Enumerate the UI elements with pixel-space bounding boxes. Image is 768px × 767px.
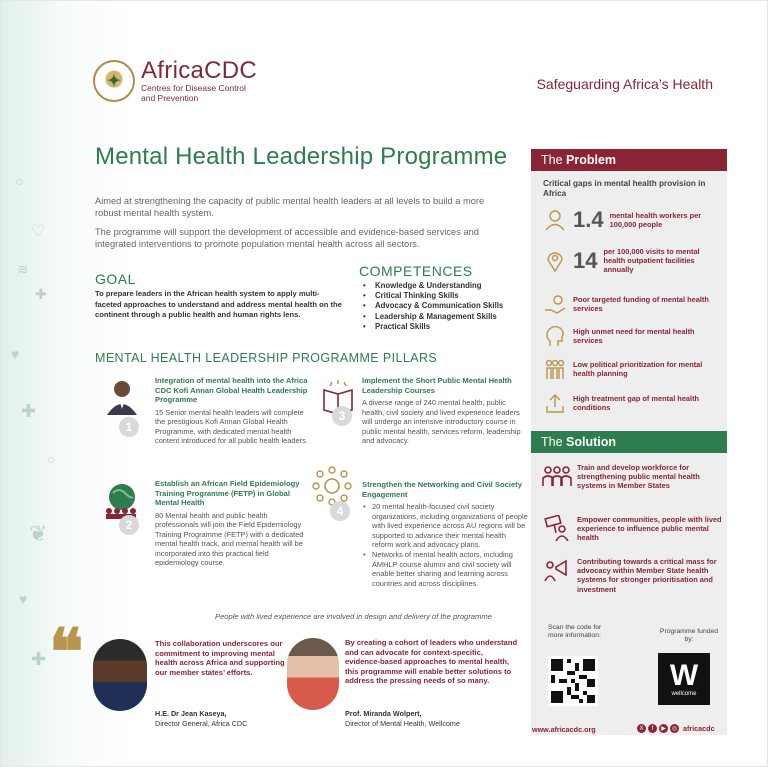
competence-item: • Practical Skills bbox=[359, 322, 529, 332]
megaphone-icon bbox=[541, 557, 573, 583]
problem-text: High unmet need for mental health services bbox=[573, 327, 695, 345]
problem-item bbox=[543, 357, 723, 381]
portrait-icon bbox=[101, 375, 143, 417]
intro-text bbox=[95, 195, 505, 250]
wellcome-letter: W bbox=[669, 659, 699, 692]
wellcome-name: wellcome bbox=[671, 691, 697, 697]
website-link[interactable]: www.africacdc.org bbox=[532, 725, 596, 734]
competences-section bbox=[359, 263, 529, 332]
upload-icon bbox=[543, 391, 567, 415]
social-handle: africacdc bbox=[683, 724, 715, 733]
tagline: Safeguarding Africa’s Health bbox=[536, 76, 713, 92]
problem-item bbox=[543, 391, 723, 415]
health-worker-icon bbox=[543, 208, 567, 232]
circle-doodle-icon: ○ bbox=[47, 451, 56, 467]
scan-text: Scan the code for more information: bbox=[548, 624, 602, 639]
heart-doodle-icon: ♥ bbox=[19, 591, 28, 607]
solution-item bbox=[541, 557, 725, 594]
plus-doodle-icon: ✚ bbox=[35, 286, 47, 302]
problem-text: per 100,000 visits to mental health outpatient facilities annually bbox=[603, 247, 700, 274]
goal-heading: GOAL bbox=[95, 271, 136, 287]
pillars-heading: MENTAL HEALTH LEADERSHIP PROGRAMME PILLARS bbox=[95, 351, 438, 365]
goal-section bbox=[95, 271, 345, 321]
quote-author-role: Director General, Africa CDC bbox=[155, 718, 248, 728]
leaf-doodle-icon: ❦ bbox=[29, 521, 48, 546]
quote-author-name: H.E. Dr Jean Kaseya, bbox=[155, 709, 227, 718]
people-icon bbox=[543, 357, 567, 381]
pillar-bullets bbox=[362, 502, 528, 588]
problem-text: Low political prioritization for mental health planning bbox=[573, 360, 703, 378]
workforce-icon bbox=[541, 463, 573, 489]
quote-author-name: Prof. Miranda Wolpert, bbox=[345, 709, 422, 718]
quote-text: By creating a cohort of leaders who understand and can advocate for context-specific, evidence-based approaches to mental health, this programme will enable better solutions to address the pressing needs of so many. bbox=[345, 638, 518, 686]
quote-text: This collaboration underscores our commitment to improving mental health across Africa and supporting our member states’ efforts. bbox=[155, 639, 285, 677]
pillar-text: 80 Mental health and public health professionals will join the Field Epidemiology Training Programme (FETP) with a dedicated mental health track, and mental health will be incorporated into this practical field epidemiology course. bbox=[155, 510, 304, 568]
heart-doodle-icon: ♥ bbox=[11, 346, 20, 362]
pillar-number: 2 bbox=[119, 515, 139, 535]
problem-heading-light: The bbox=[541, 153, 567, 167]
goal-text: To prepare leaders in the African health system to apply multi-faceted approaches to understand and address mental health on the continent through a public health and human rights lens. bbox=[95, 289, 342, 319]
pillar-number: 3 bbox=[332, 406, 352, 426]
solution-item bbox=[541, 515, 725, 543]
solution-heading bbox=[531, 431, 727, 453]
quote-author bbox=[345, 709, 520, 728]
pillar-number: 4 bbox=[330, 501, 350, 521]
wolpert-photo bbox=[287, 638, 339, 710]
pillar-bullet: • Networks of mental health actors, including AMHLP course alumni and civil society will enable better sharing and learning across countries and across disciplines. bbox=[362, 550, 528, 588]
pillar-text: 15 Senior mental health leaders will complete the prestigious Kofi Annan Global Health Programme, with dedicated mental health content introduced for all public health leaders. bbox=[155, 407, 308, 446]
sidebar bbox=[531, 149, 727, 735]
competence-item: • Critical Thinking Skills bbox=[359, 291, 529, 301]
intro-paragraph: Aimed at strengthening the capacity of public mental health leaders at all levels to build a more robust mental health system. bbox=[95, 196, 485, 218]
africacdc-logo bbox=[93, 59, 257, 103]
logo-subtitle-1: Centres for Disease Control bbox=[141, 83, 246, 93]
quote-author-role: Director of Mental Health, Wellcome bbox=[345, 718, 460, 728]
lived-experience-note: People with lived experience are involved in design and delivery of the programme bbox=[215, 612, 492, 621]
problem-number: 1.4 bbox=[573, 207, 604, 232]
solution-text: Train and develop workforce for strengthening public mental health systems in Member States bbox=[577, 463, 700, 491]
problem-item bbox=[543, 207, 723, 233]
problem-heading-bold: Problem bbox=[566, 153, 617, 167]
pillar-1 bbox=[155, 376, 313, 446]
solution-text: Empower communities, people with lived experience to influence public mental health bbox=[577, 515, 722, 543]
competence-item: • Advocacy & Communication Skills bbox=[359, 301, 529, 311]
problem-item bbox=[543, 247, 723, 274]
pillar-bullet: • 20 mental health-focused civil society organizations, including organizations of people with lived experience across AU regions will be supported to advance their mental health reform work and advocacy plans. bbox=[362, 502, 528, 550]
problem-heading bbox=[531, 149, 727, 171]
solution-heading-light: The bbox=[541, 435, 567, 449]
pillar-4 bbox=[362, 480, 528, 588]
problem-number: 14 bbox=[573, 247, 598, 273]
globe-people-icon bbox=[101, 479, 143, 521]
plus-doodle-icon: ✚ bbox=[31, 649, 47, 669]
pillar-title: Strengthen the Networking and Civil Society Engagement bbox=[362, 480, 522, 499]
x-twitter-icon[interactable]: X bbox=[637, 724, 646, 733]
plus-doodle-icon: ✚ bbox=[21, 401, 37, 421]
wellcome-logo bbox=[658, 653, 710, 705]
facebook-icon[interactable]: f bbox=[648, 724, 657, 733]
solution-heading-bold: Solution bbox=[566, 435, 617, 449]
africa-emblem-icon: ✦ bbox=[93, 60, 135, 102]
head-icon bbox=[543, 324, 567, 348]
logo-subtitle-2: and Prevention bbox=[141, 93, 199, 103]
network-icon bbox=[311, 465, 353, 507]
circle-doodle-icon: ○ bbox=[15, 173, 24, 189]
problem-intro: Critical gaps in mental health provision in Africa bbox=[543, 179, 706, 198]
competence-item: • Leadership & Management Skills bbox=[359, 312, 529, 322]
logo-name: AfricaCDC bbox=[141, 57, 258, 84]
intro-paragraph: The programme will support the development of accessible and evidence-based services and integrated interventions to promote population mental health across all sectors. bbox=[95, 227, 479, 249]
quote-author bbox=[155, 709, 295, 728]
heart-doodle-icon: ♡ bbox=[31, 223, 46, 240]
competences-list bbox=[359, 281, 529, 332]
youtube-icon[interactable]: ▶ bbox=[659, 724, 668, 733]
pillar-title: Establish an African Field Epidemiology Training Programme (FETP) in Global Mental Health bbox=[155, 479, 300, 507]
instagram-icon[interactable]: ◎ bbox=[671, 726, 678, 732]
competences-heading: COMPETENCES bbox=[359, 263, 473, 279]
protest-sign-icon bbox=[541, 515, 573, 541]
solution-text: Contributing towards a critical mass for advocacy within Member State health systems for stronger prioritisation and investment bbox=[577, 557, 717, 594]
problem-text: Poor targeted funding of mental health services bbox=[573, 295, 709, 313]
location-pin-icon bbox=[543, 249, 567, 273]
pillar-number: 1 bbox=[119, 417, 139, 437]
pillar-text: A diverse range of 240 mental health, public health, civil society and lived experience leaders will undergo an intensive introductory course in public mental health, services reform, leadership and advocacy. bbox=[362, 398, 521, 446]
problem-text: mental health workers per 100,000 people bbox=[609, 211, 702, 229]
problem-text: High treatment gap of mental health conditions bbox=[573, 394, 700, 412]
problem-item bbox=[543, 292, 723, 316]
hand-coins-icon bbox=[543, 292, 567, 316]
wave-doodle-icon: ≋ bbox=[17, 261, 29, 277]
pillar-title: Implement the Short Public Mental Health Leadership Courses bbox=[362, 376, 512, 395]
quote-mark-icon: ❝ bbox=[49, 615, 84, 690]
problem-item bbox=[543, 324, 723, 348]
pillar-3 bbox=[362, 376, 528, 446]
competence-item: • Knowledge & Understanding bbox=[359, 281, 529, 291]
social-links bbox=[637, 724, 715, 733]
qr-code[interactable] bbox=[548, 656, 598, 706]
funded-by-text: Programme funded by: bbox=[659, 628, 719, 643]
kaseya-photo bbox=[93, 639, 147, 711]
solution-item bbox=[541, 463, 725, 491]
pillar-2 bbox=[155, 479, 313, 568]
page-title: Mental Health Leadership Programme bbox=[95, 143, 508, 170]
pillar-title: Integration of mental health into the Africa CDC Kofi Annan Global Health Leadership Programme bbox=[155, 376, 308, 404]
